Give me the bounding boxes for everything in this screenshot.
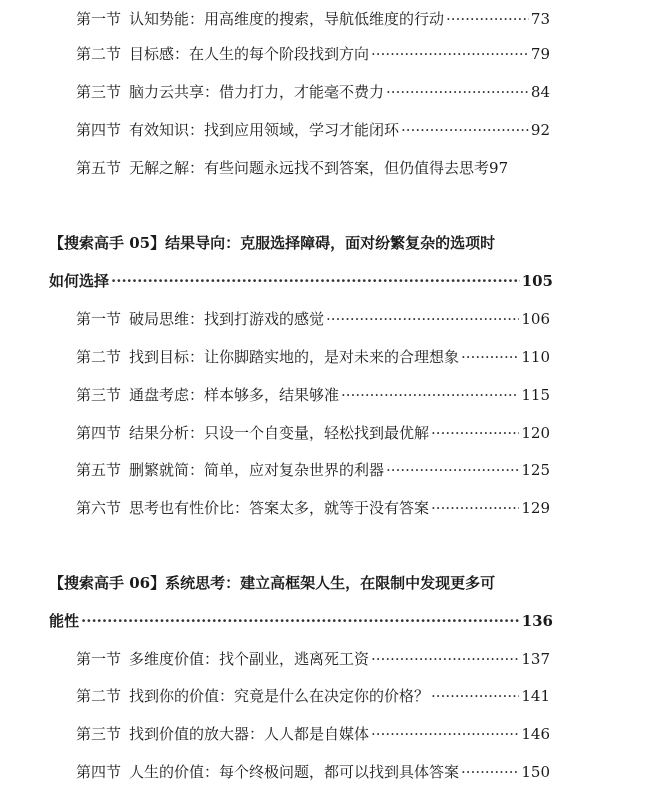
section-title: 通盘考虑：样本够多，结果够准: [129, 386, 340, 404]
toc-entry[interactable]: [76, 120, 550, 140]
page-number: 97: [489, 159, 509, 177]
chapter-title-end: 能性: [49, 612, 80, 630]
toc-entry[interactable]: [76, 649, 550, 669]
page-number: 129: [521, 499, 550, 517]
dot-leader: [371, 724, 519, 744]
page-number: 106: [521, 310, 550, 328]
toc-entry[interactable]: [76, 347, 550, 367]
section-number: 第三节: [76, 386, 122, 404]
dot-leader: [401, 120, 529, 140]
dot-leader: [81, 611, 520, 631]
section-title: 无解之解：有些问题永远找不到答案，但仍值得去思考: [129, 159, 490, 177]
toc-entry[interactable]: [76, 460, 550, 480]
page-number: 115: [521, 386, 550, 404]
dot-leader: [461, 762, 519, 782]
section-number: 第一节: [76, 10, 122, 28]
page-number: 79: [530, 45, 550, 63]
section-title: 破局思维：找到打游戏的感觉: [129, 310, 325, 328]
toc-entry[interactable]: [76, 498, 550, 518]
section-number: 第四节: [76, 121, 122, 139]
section-number: 第二节: [76, 45, 122, 63]
section-title: 目标感：在人生的每个阶段找到方向: [129, 45, 370, 63]
dot-leader: [461, 347, 519, 367]
toc-entry[interactable]: [76, 686, 550, 706]
section-title: 脑力云共享：借力打力，才能毫不费力: [129, 83, 385, 101]
section-title: 认知势能：用高维度的搜索，导航低维度的行动: [129, 10, 445, 28]
section-number: 第五节: [76, 461, 122, 479]
section-number: 第四节: [76, 763, 122, 781]
chapter-title[interactable]: 【搜索高手 06】系统思考：建立高框架人生，在限制中发现更多可: [49, 574, 496, 592]
section-number: 第三节: [76, 83, 122, 101]
section-number: 第二节: [76, 348, 122, 366]
page-number: 84: [530, 83, 550, 101]
section-number: 第四节: [76, 424, 122, 442]
chapter-title-continuation[interactable]: [49, 611, 553, 631]
section-title: 有效知识：找到应用领域，学习才能闭环: [129, 121, 400, 139]
dot-leader: [431, 686, 519, 706]
dot-leader: [371, 44, 529, 64]
page-number: 105: [521, 272, 553, 290]
section-title: 删繁就简：简单，应对复杂世界的利器: [129, 461, 385, 479]
chapter-title-end: 如何选择: [49, 272, 110, 290]
page-number: 136: [521, 612, 553, 630]
section-number: 第三节: [76, 725, 122, 743]
section-title: 找到目标：让你脚踏实地的，是对未来的合理想象: [129, 348, 460, 366]
toc-entry[interactable]: [76, 385, 550, 405]
dot-leader: [371, 649, 519, 669]
toc-entry[interactable]: [76, 724, 550, 744]
section-title: 多维度价值：找个副业，逃离死工资: [129, 650, 370, 668]
toc-entry[interactable]: [76, 762, 550, 782]
section-title: 人生的价值：每个终极问题，都可以找到具体答案: [129, 763, 460, 781]
dot-leader: [326, 309, 519, 329]
page-number: 110: [521, 348, 550, 366]
dot-leader: [386, 460, 519, 480]
section-title: 结果分析：只设一个自变量，轻松找到最优解: [129, 424, 430, 442]
toc-entry[interactable]: [76, 82, 550, 102]
section-number: 第一节: [76, 650, 122, 668]
toc-entry[interactable]: [76, 423, 550, 443]
dot-leader: [341, 385, 519, 405]
page-number: 73: [530, 10, 550, 28]
dot-leader: [431, 423, 519, 443]
page-number: 141: [521, 687, 550, 705]
dot-leader: [446, 9, 529, 29]
section-title: 找到价值的放大器：人人都是自媒体: [129, 725, 370, 743]
page-number: 150: [521, 763, 550, 781]
page-number: 146: [521, 725, 550, 743]
toc-entry[interactable]: [76, 158, 550, 178]
page-number: 137: [521, 650, 550, 668]
dot-leader: [431, 498, 519, 518]
dot-leader: [386, 82, 529, 102]
toc-entry[interactable]: [76, 309, 550, 329]
section-title: 找到你的价值：究竟是什么在决定你的价格？: [129, 687, 430, 705]
page-number: 92: [530, 121, 550, 139]
toc-entry[interactable]: [76, 9, 550, 29]
chapter-title[interactable]: 【搜索高手 05】结果导向：克服选择障碍，面对纷繁复杂的选项时: [49, 234, 496, 252]
section-title: 思考也有性价比：答案太多，就等于没有答案: [129, 499, 430, 517]
section-number: 第二节: [76, 687, 122, 705]
section-number: 第五节: [76, 159, 122, 177]
page-number: 125: [521, 461, 550, 479]
page-number: 120: [521, 424, 550, 442]
chapter-title-continuation[interactable]: [49, 271, 553, 291]
toc-entry[interactable]: [76, 44, 550, 64]
section-number: 第六节: [76, 499, 122, 517]
section-number: 第一节: [76, 310, 122, 328]
dot-leader: [111, 271, 520, 291]
